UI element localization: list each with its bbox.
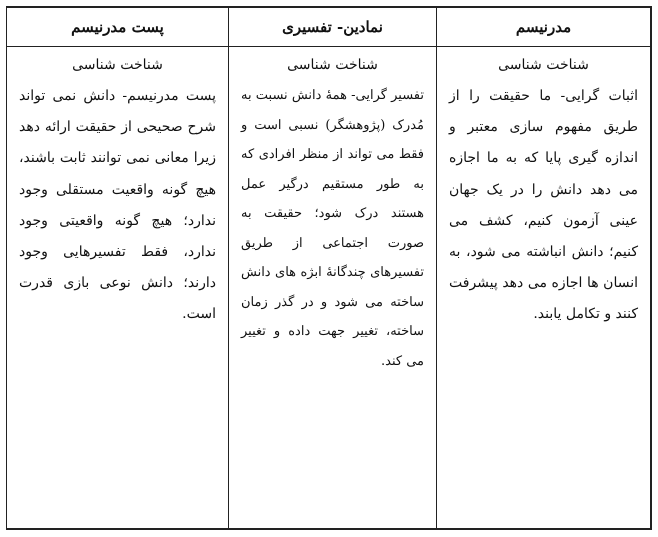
text-modernism: اثبات گرایی- ما حقیقت را از طریق مفهوم سازی معتبر و اندازه گیری پایا که به ما اجازه می دهد دانش را در یک جهان عینی آزمون کنیم، کشف می کنیم؛ دانش انباشته می شود، به انسان ها اجازه می دهد پیشرفت کنند و تکامل یابند. xyxy=(449,88,638,323)
cell-postmodernism xyxy=(7,47,229,529)
header-interpretive: نمادین- تفسیری xyxy=(229,8,437,47)
subhead-postmodernism: شناخت شناسی xyxy=(72,57,163,73)
text-interpretive: تفسیر گرایی- همهٔ دانش نسبت به مُدرک (پژوهشگر) نسبی است و فقط می تواند از منظر افرادی که به طور مستقیم درگیر عمل هستند درک شود؛ حقیقت به صورت اجتماعی از طریق تفسیرهای چندگانهٔ ابژه های دانش ساخته می شود و در گذر زمان ساخته، تغییر جهت داده و تغییر می کند. xyxy=(241,88,424,369)
header-postmodernism: پست مدرنیسم xyxy=(7,8,229,47)
comparison-table-container xyxy=(6,6,652,530)
cell-modernism xyxy=(437,47,651,529)
header-modernism: مدرنیسم xyxy=(437,8,651,47)
subhead-interpretive: شناخت شناسی xyxy=(287,57,378,73)
content-row xyxy=(7,47,651,529)
comparison-table xyxy=(6,7,651,529)
subhead-modernism: شناخت شناسی xyxy=(498,57,589,73)
text-postmodernism: پست مدرنیسم- دانش نمی تواند شرح صحیحی از حقیقت ارائه دهد زیرا معانی نمی توانند ثابت باشند، هیچ گونه واقعیت مستقلی وجود ندارد؛ هیچ گونه واقعیتی وجود ندارد، فقط تفسیرهایی وجود دارند؛ دانش نوعی بازی قدرت است. xyxy=(19,88,216,323)
header-row xyxy=(7,8,651,47)
cell-interpretive xyxy=(229,47,437,529)
